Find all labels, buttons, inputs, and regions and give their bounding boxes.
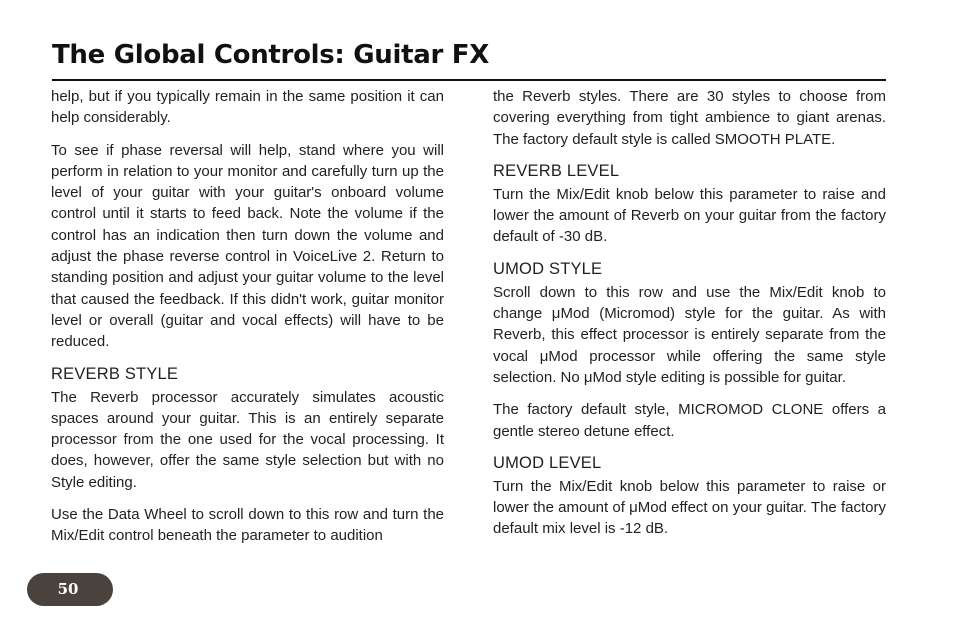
paragraph: Turn the Mix/Edit knob below this parameter to raise and lower the amount of Reverb on your guitar from the factory default of -30 dB.	[493, 185, 886, 246]
paragraph: The factory default style, MICROMOD CLONE offers a gentle stereo detune effect.	[493, 401, 886, 440]
section-heading-reverb-level: REVERB LEVEL	[493, 161, 620, 180]
left-column	[51, 86, 444, 558]
section-heading-umod-style: UMOD STYLE	[493, 259, 603, 278]
paragraph: The Reverb processor accurately simulates acoustic spaces around your guitar. This is an entirely separate processor from the one used for the vocal processing. It does, however, offer the same style selection but with no Style editing.	[51, 388, 444, 491]
section-heading-reverb-style: REVERB STYLE	[51, 364, 179, 383]
right-column	[493, 86, 886, 551]
paragraph: Scroll down to this row and use the Mix/Edit knob to change μMod (Micromod) style for the guitar. As with Reverb, this effect processor is entirely separate from the vocal μMod processor while offering the same style selection. No μMod style editing is possible for guitar.	[493, 283, 886, 386]
paragraph: Use the Data Wheel to scroll down to this row and turn the Mix/Edit control beneath the parameter to audition	[51, 506, 444, 545]
paragraph: To see if phase reversal will help, stand where you will perform in relation to your monitor and carefully turn up the level of your guitar with your guitar's onboard volume control until it starts to feed back. Note the volume if the control has an indication then turn down the volume and adjust the phase reverse control in VoiceLive 2. Return to standing position and adjust your guitar volume to the level that caused the feedback. If this didn't work, guitar monitor level or overall (guitar and vocal effects) will have to be reduced.	[51, 141, 444, 351]
title-divider	[52, 79, 886, 81]
page-number: 50	[57, 580, 79, 598]
paragraph: help, but if you typically remain in the same position it can help considerably.	[51, 88, 444, 127]
page-number-badge	[27, 573, 113, 606]
section-heading-umod-level: UMOD LEVEL	[493, 453, 602, 472]
page-title: The Global Controls: Guitar FX	[52, 40, 489, 70]
paragraph: the Reverb styles. There are 30 styles to choose from covering everything from tight ambience to giant arenas. The factory default style is called SMOOTH PLATE.	[493, 88, 886, 148]
paragraph: Turn the Mix/Edit knob below this parameter to raise or lower the amount of μMod effect on your guitar. The factory default mix level is -12 dB.	[493, 477, 886, 538]
